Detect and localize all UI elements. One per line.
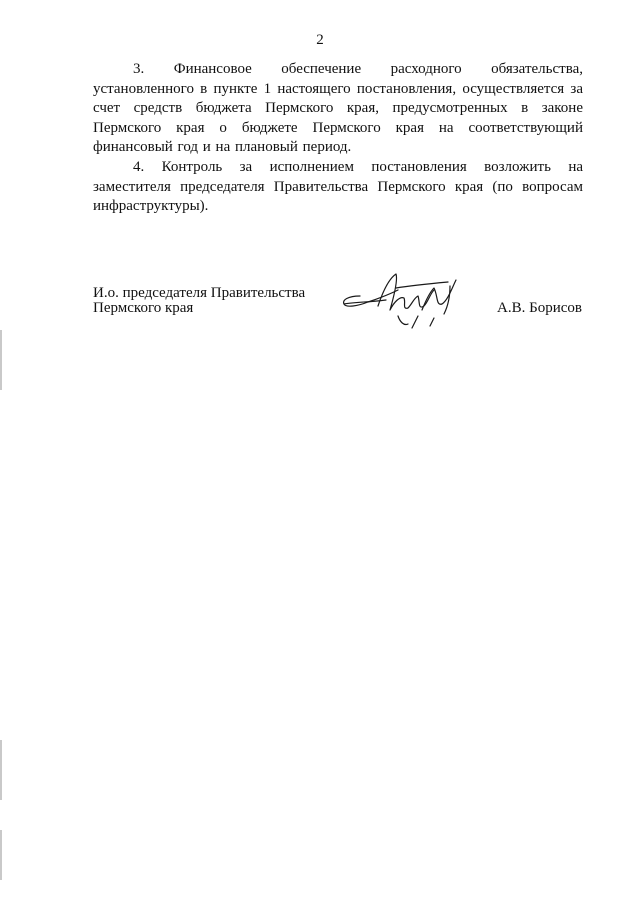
scan-margin-mark [0, 740, 2, 800]
document-body [93, 60, 583, 217]
page-number: 2 [316, 32, 324, 48]
handwritten-signature [338, 266, 468, 336]
scan-margin-mark [0, 330, 2, 390]
signatory-position-line1: И.о. председателя Правительства [93, 285, 306, 301]
signatory-name: А.В. Борисов [497, 300, 582, 316]
paragraph-4: 4. Контроль за исполнением постановления возложить на заместителя председателя Правительства Пермского края (по вопросам инфраструктуры). [93, 158, 583, 215]
scan-margin-mark [0, 830, 2, 880]
signatory-position-line2: Пермского края [93, 300, 194, 316]
signatory-position [93, 286, 343, 316]
paragraph-3: 3. Финансовое обеспечение расходного обязательства, установленного в пункте 1 настоящего постановления, осуществляется за счет средств бюджета Пермского края, предусмотренных в законе Пермского края о бюджете Пермского края на соответствующий финансовый год и на плановый период. [93, 61, 583, 156]
